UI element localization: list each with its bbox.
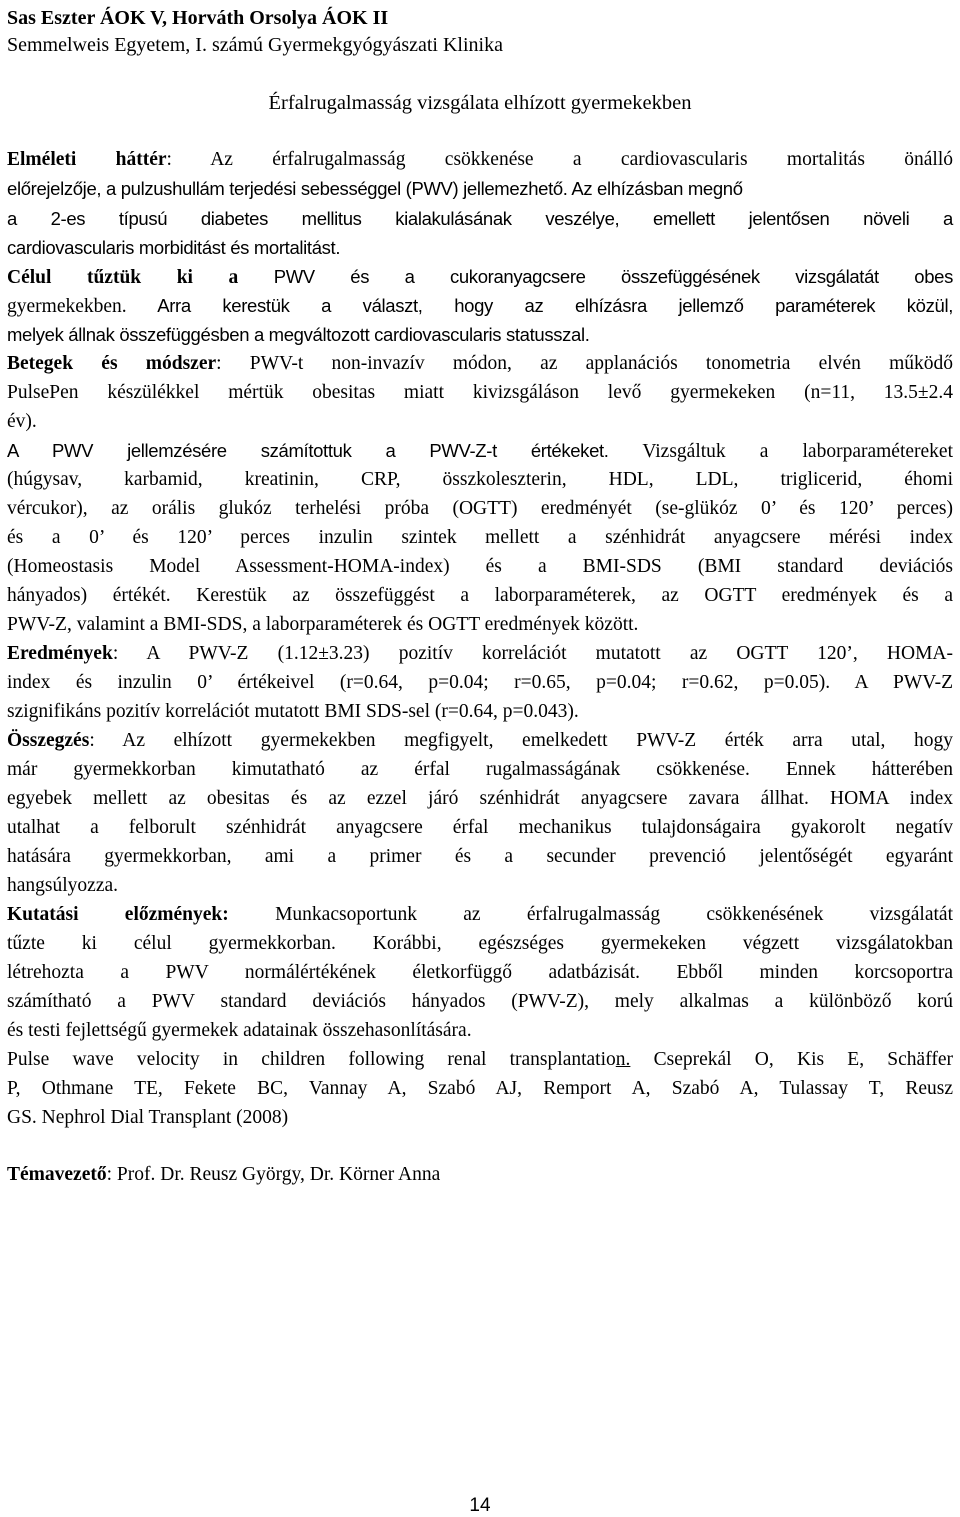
line-text: : Az érfalrugalmasság csökkenése a cardiovascularis mortalitás önálló xyxy=(166,149,953,170)
line-text: előrejelzője, a pulzushullám terjedési sebességgel (PWV) jellemezhető. xyxy=(7,178,568,199)
line-text: Pulse wave velocity in children following renal transplantatio xyxy=(7,1049,616,1070)
line-text: Cseprekál O, Kis E, Schäffer xyxy=(630,1049,953,1070)
methods-line-1 xyxy=(7,352,953,376)
line-text: Munkacsoportunk az érfalrugalmasság csökkenésének vizsgálatát xyxy=(228,904,953,925)
page-number: 14 xyxy=(469,1495,491,1516)
line-text: Az elhízásban megnő xyxy=(567,178,743,199)
results-heading: Eredmények xyxy=(7,643,113,664)
line-text: : Prof. Dr. Reusz György, Dr. Körner Anna xyxy=(106,1164,441,1185)
aim-line-1 xyxy=(7,265,953,290)
line-text: Arra kerestük a választ, hogy az elhízásra jellemző paraméterek közül, xyxy=(126,295,953,316)
reference-line-3: GS. Nephrol Dial Transplant (2008) xyxy=(7,1107,289,1128)
aim-heading: Célul tűztük ki a xyxy=(7,267,239,288)
methods-line-9: hányados) értékét. Kerestük az összefüggést a laborparaméterek, az OGTT eredmények és a xyxy=(7,585,953,606)
methods-line-5: (húgysav, karbamid, kreatinin, CRP, összkoleszterin, HDL, LDL, triglicerid, éhomi xyxy=(7,469,953,490)
summary-line-4: utalhat a felborult szénhidrát anyagcsere érfal mechanikus tulajdonságaira gyakorolt negatív xyxy=(7,817,953,838)
prior-research-heading: Kutatási előzmények: xyxy=(7,904,229,925)
supervisor-heading: Témavezető xyxy=(7,1164,107,1185)
affiliation: Semmelweis Egyetem, I. számú Gyermekgyógyászati Klinika xyxy=(7,34,503,56)
methods-line-4 xyxy=(7,439,953,464)
background-line-1 xyxy=(7,148,953,172)
methods-line-2: PulsePen készülékkel mértük obesitas miatt kivizsgáláson levő gyermekeken (n=11, 13.5±2.4 xyxy=(7,382,953,403)
reference-line-1 xyxy=(7,1048,953,1072)
document-title: Érfalrugalmasság vizsgálata elhízott gyermekekben xyxy=(268,92,692,114)
summary-line-5: hatására gyermekkorban, ami a primer és a secunder prevenció jelentőségét egyaránt xyxy=(7,846,953,867)
methods-heading: Betegek és módszer xyxy=(7,353,217,374)
line-text: : PWV-t non-invazív módon, az applanációs tonometria elvén működő xyxy=(216,353,953,374)
background-heading: Elméleti háttér xyxy=(7,149,167,170)
aim-line-3: melyek állnak összefüggésben a megváltozott cardiovascularis statusszal. xyxy=(7,324,590,345)
supervisor-line xyxy=(7,1163,440,1187)
line-text: n. xyxy=(615,1049,631,1070)
summary-line-2: már gyermekkorban kimutatható az érfal rugalmasságának csökkenése. Ennek hátterében xyxy=(7,759,953,780)
line-text: : Az elhízott gyermekekben megfigyelt, emelkedett PWV-Z érték arra utal, hogy xyxy=(89,730,953,751)
prior-research-line-5: és testi fejlettségű gyermekek adatainak összehasonlítására. xyxy=(7,1020,472,1041)
prior-research-line-2: tűzte ki célul gyermekkorban. Korábbi, egészséges gyermekeken végzett vizsgálatokban xyxy=(7,933,953,954)
summary-heading: Összegzés xyxy=(7,730,90,751)
methods-line-7: és a 0’ és 120’ perces inzulin szintek mellett a szénhidrát anyagcsere mérési index xyxy=(7,527,953,548)
prior-research-line-4: számítható a PWV standard deviációs hányados (PWV-Z), mely alkalmas a különböző korú xyxy=(7,991,953,1012)
results-line-1 xyxy=(7,642,953,666)
results-line-3: szignifikáns pozitív korrelációt mutatott BMI SDS-sel (r=0.64, p=0.043). xyxy=(7,701,579,722)
background-line-3: a 2-es típusú diabetes mellitus kialakulásának veszélye, emellett jelentősen növeli a xyxy=(7,208,953,229)
methods-line-8: (Homeostasis Model Assessment-HOMA-index) és a BMI-SDS (BMI standard deviációs xyxy=(7,556,953,577)
authors: Sas Eszter ÁOK V, Horváth Orsolya ÁOK II xyxy=(7,7,389,29)
methods-line-10: PWV-Z, valamint a BMI-SDS, a laborparaméterek és OGTT eredmények között. xyxy=(7,614,639,635)
line-text: gyermekekben. xyxy=(7,296,127,317)
reference-line-2: P, Othmane TE, Fekete BC, Vannay A, Szabó AJ, Remport A, Szabó A, Tulassay T, Reusz xyxy=(7,1078,953,1099)
summary-line-1 xyxy=(7,729,953,753)
prior-research-line-1 xyxy=(7,903,953,927)
methods-line-3: év). xyxy=(7,411,37,432)
line-text: : A PWV-Z (1.12±3.23) pozitív korrelációt mutatott az OGTT 120’, HOMA- xyxy=(112,643,953,664)
aim-line-2 xyxy=(7,294,953,319)
summary-line-6: hangsúlyozza. xyxy=(7,875,119,896)
background-line-2 xyxy=(7,177,743,202)
summary-line-3: egyebek mellett az obesitas és az ezzel járó szénhidrát anyagcsere zavara állhat. HOMA index xyxy=(7,788,953,809)
prior-research-line-3: létrehozta a PWV normálértékének életkorfüggő adatbázisát. Ebből minden korcsoportra xyxy=(7,962,953,983)
methods-line-6: vércukor), az orális glukóz terhelési próba (OGTT) eredményét (se-glükóz 0’ és 120’ perces) xyxy=(7,498,953,519)
background-line-4: cardiovascularis morbiditást és mortalitást. xyxy=(7,237,341,258)
line-text: Vizsgáltuk a laborparamétereket xyxy=(608,441,953,462)
line-text: A PWV jellemzésére számítottuk a PWV-Z-t értékeket. xyxy=(7,440,609,461)
results-line-2: index és inzulin 0’ értékeivel (r=0.64, p=0.04; r=0.65, p=0.04; r=0.62, p=0.05). A PWV-Z xyxy=(7,672,953,693)
line-text: PWV és a cukoranyagcsere összefüggésének vizsgálatát obes xyxy=(238,266,953,287)
